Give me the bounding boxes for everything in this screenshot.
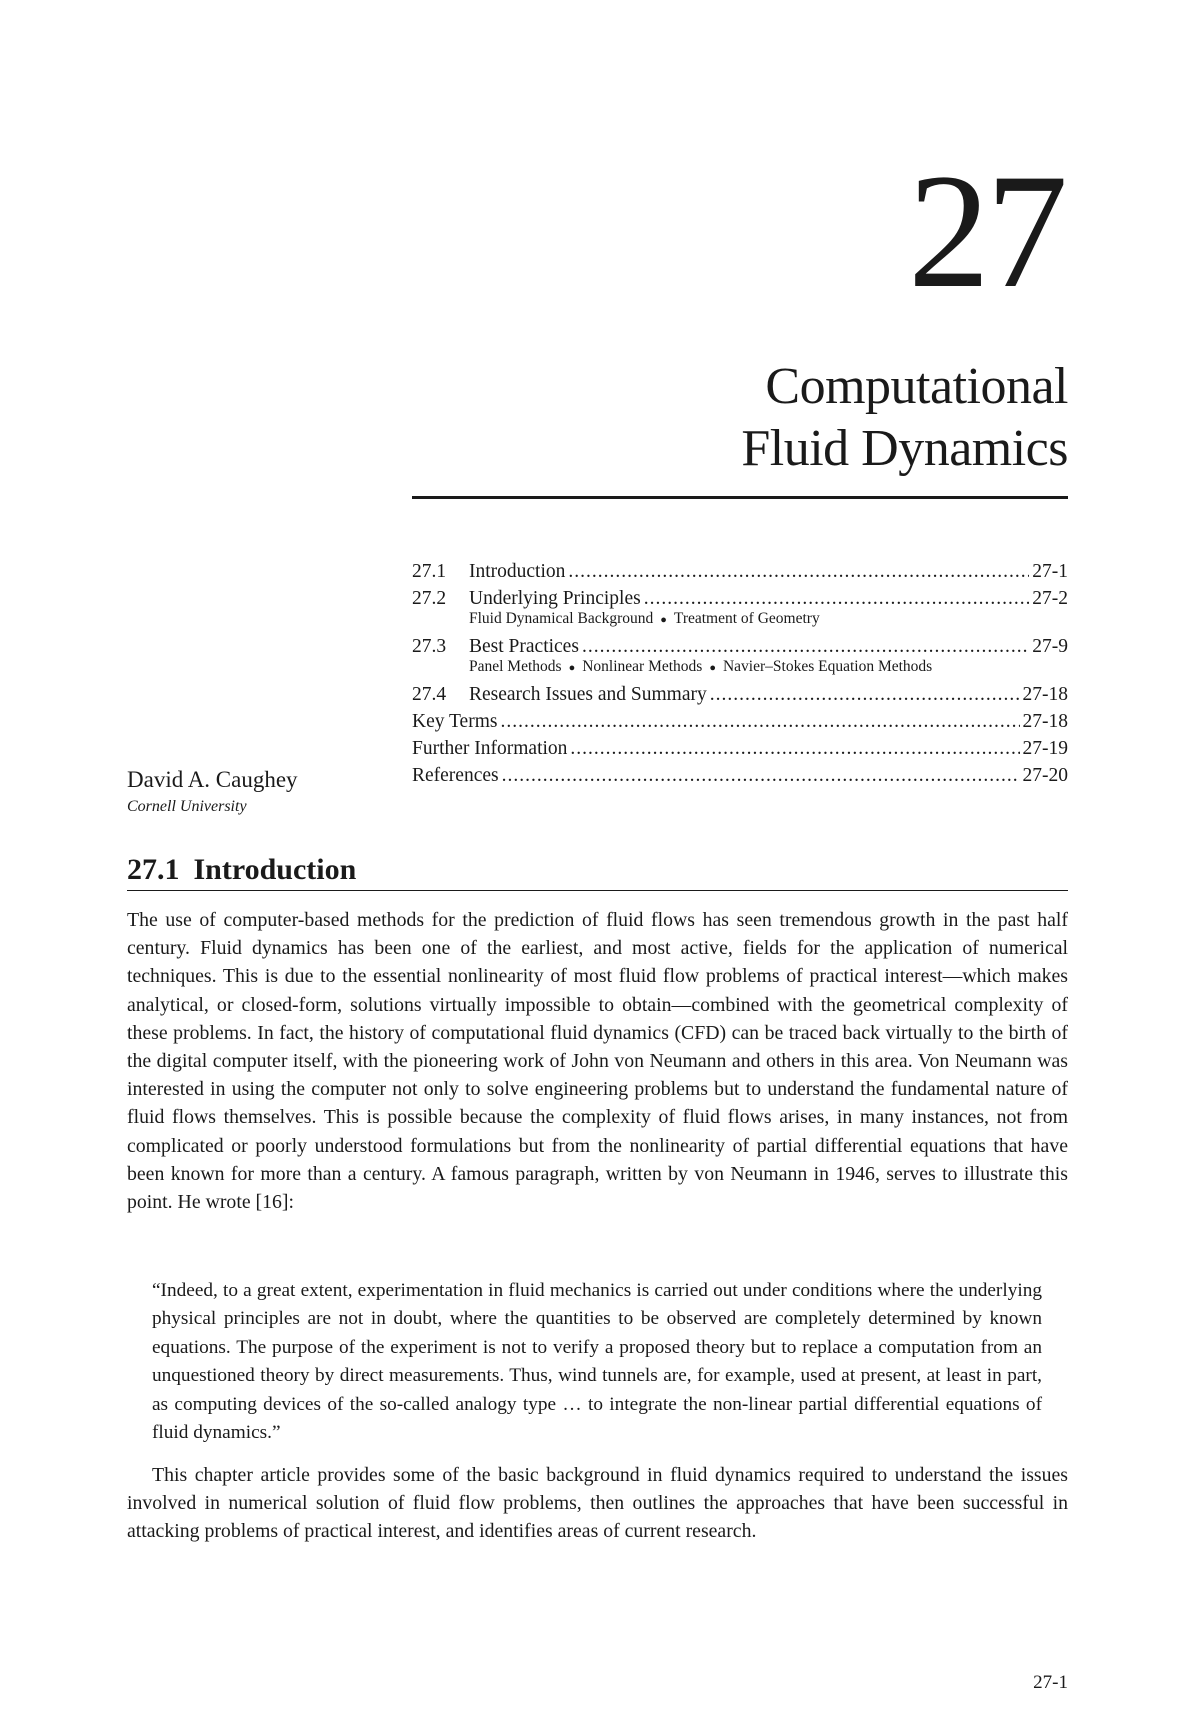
toc-entry-number: 27.3 (412, 636, 447, 657)
toc-subentry[interactable]: Navier–Stokes Equation Methods (722, 658, 933, 675)
author-block (127, 766, 298, 818)
toc-entry-references[interactable] (412, 762, 1068, 789)
toc-entry-page: 27-1 (1032, 561, 1068, 582)
toc-entry-27-4[interactable] (412, 681, 1068, 708)
table-of-contents (412, 558, 1068, 789)
author-name: David A. Caughey (127, 767, 298, 792)
toc-entry-page: 27-18 (1022, 684, 1068, 705)
toc-entry-label: Key Terms (412, 711, 498, 732)
toc-entry-number: 27.2 (412, 588, 447, 609)
body-paragraph-1: The use of computer-based methods for the prediction of fluid flows has seen tremendous growth in the past half century. Fluid dynamics has been one of the earliest, and most active, fields for the application of numerical techniques. This is due to the essential nonlinearity of most fluid flow problems of practical interest—which makes analytical, or closed-form, solutions virtually impossible to obtain—combined with the geometrical complexity of these problems. In fact, the history of computational fluid dynamics (CFD) can be traced back virtually to the birth of the digital computer itself, with the pioneering work of John von Neumann and others in this area. Von Neumann was interested in using the computer not only to solve engineering problems but to understand the fundamental nature of fluid flows themselves. This is possible because the complexity of fluid flows arises, in many instances, not from complicated or poorly understood formulations but from the nonlinearity of partial differential equations that have been known for more than a century. A famous paragraph, written by von Neumann in 1946, serves to illustrate this point. He wrote [16]: (127, 909, 1068, 1214)
toc-entry-label: Best Practices (469, 636, 579, 657)
chapter-title-line-1: Computational (765, 358, 1068, 415)
toc-entry-page: 27-2 (1032, 588, 1068, 609)
toc-entry-label: Research Issues and Summary (469, 684, 707, 705)
toc-entry-page: 27-9 (1032, 636, 1068, 657)
page-number: 27-1 (1033, 1672, 1068, 1693)
toc-subentry[interactable]: Panel Methods (469, 658, 562, 675)
title-rule (412, 496, 1068, 499)
chapter-title (368, 356, 1068, 480)
toc-leader-dots (502, 762, 1020, 789)
author-affiliation: Cornell University (127, 798, 247, 815)
bullet-separator-icon: ● (709, 662, 716, 674)
toc-entry-number: 27.1 (412, 561, 447, 582)
toc-entry-27-1[interactable] (412, 558, 1068, 585)
toc-leader-dots (500, 708, 1019, 735)
toc-entry-page: 27-20 (1022, 765, 1068, 786)
toc-subentry[interactable]: Treatment of Geometry (673, 610, 820, 627)
toc-leader-dots (568, 558, 1029, 585)
toc-entry-label: Underlying Principles (469, 588, 641, 609)
toc-subentry[interactable]: Nonlinear Methods (582, 658, 703, 675)
chapter-title-line-2: Fluid Dynamics (741, 420, 1068, 477)
toc-entry-key-terms[interactable] (412, 708, 1068, 735)
toc-entry-further-information[interactable] (412, 735, 1068, 762)
toc-leader-dots (570, 735, 1019, 762)
toc-entry-label: References (412, 765, 499, 786)
section-title: Introduction (193, 853, 357, 886)
toc-subentry[interactable]: Fluid Dynamical Background (469, 610, 654, 627)
section-heading (127, 852, 1068, 891)
chapter-number: 27 (908, 141, 1064, 322)
bullet-separator-icon: ● (568, 662, 576, 674)
toc-entry-page: 27-18 (1022, 711, 1068, 732)
toc-entry-label: Further Information (412, 738, 568, 759)
block-quote: “Indeed, to a great extent, experimentation in fluid mechanics is carried out under conditions where the underlying physical principles are not in doubt, where the quantities to be observed are completely determined by known equations. The purpose of the experiment is not to verify a proposed theory but to replace a computation from an unquestioned theory by direct measurements. Thus, wind tunnels are, for example, used at present, at least in part, as computing devices of the so-called analogy type … to integrate the non-linear partial differential equations of fluid dynamics.” (152, 1280, 1042, 1444)
toc-entry-number: 27.4 (412, 684, 447, 705)
toc-entry-page: 27-19 (1022, 738, 1068, 759)
toc-subentries-27-3 (412, 656, 1009, 679)
section-number: 27.1 (127, 853, 180, 886)
toc-leader-dots (710, 681, 1020, 708)
body-paragraph-2: This chapter article provides some of the basic background in fluid dynamics required to understand the issues involved in numerical solution of fluid flow problems, then outlines the approaches that have been successful in attacking problems of practical interest, and identifies areas of current research. (127, 1464, 1068, 1543)
bullet-separator-icon: ● (660, 614, 667, 626)
toc-entry-label: Introduction (469, 561, 566, 582)
